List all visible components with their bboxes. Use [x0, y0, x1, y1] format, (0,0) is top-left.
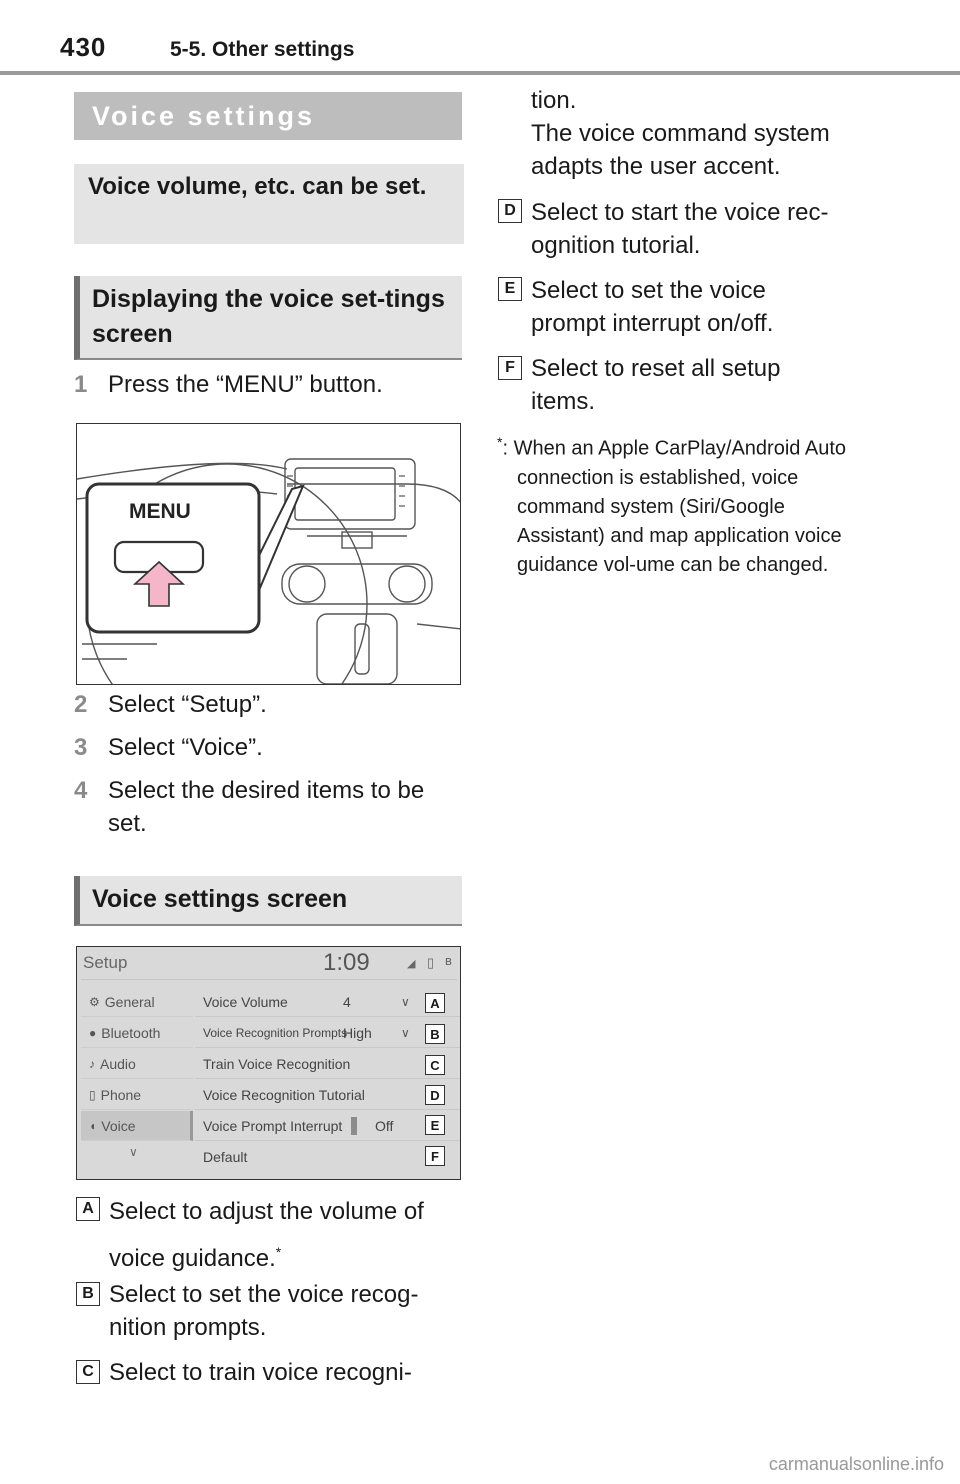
label-d: D: [498, 199, 522, 223]
bluetooth-icon: ʙ: [445, 953, 452, 968]
description-a: [109, 1192, 464, 1279]
row-voice-recognition-tutorial: [195, 1080, 461, 1110]
row-label: Voice Recognition Tutorial: [203, 1086, 365, 1103]
sidebar-item-label: General: [104, 993, 155, 1010]
row-label: Train Voice Recognition: [203, 1055, 351, 1072]
chevron-down-icon: ∨: [401, 1025, 410, 1040]
gear-icon: ⚙: [89, 994, 100, 1009]
callout-d: D: [425, 1085, 445, 1105]
step-text: Select the desired items to be set.: [108, 777, 425, 837]
row-value: Off: [375, 1117, 394, 1134]
step-number: 2: [74, 691, 88, 718]
step-number: 1: [74, 371, 88, 398]
description-c-start: Select to train voice recogni-: [109, 1359, 412, 1386]
step-3: [74, 731, 464, 764]
sidebar-item-audio: [81, 1049, 193, 1079]
row-label: Voice Volume: [203, 993, 288, 1010]
dashboard-drawing: [77, 424, 461, 685]
row-voice-volume: [195, 987, 461, 1017]
step-text: Select “Voice”.: [108, 734, 263, 761]
row-label: Default: [203, 1149, 248, 1165]
sidebar-item-phone: [81, 1080, 193, 1110]
music-note-icon: ♪: [89, 1056, 95, 1071]
callout-b: B: [425, 1024, 445, 1044]
sidebar-item-label: Voice: [101, 1117, 136, 1134]
sidebar-item-label: Phone: [100, 1086, 142, 1103]
chevron-down-icon: ∨: [401, 994, 410, 1009]
row-default: [195, 1142, 461, 1172]
sidebar-item-label: Audio: [100, 1055, 136, 1072]
sidebar-item-general: [81, 987, 193, 1017]
intro-box: [74, 164, 464, 244]
description-d: Select to start the voice rec-ognition tutorial.: [531, 199, 829, 259]
sidebar-item-voice: [81, 1111, 193, 1141]
voice-icon: ◖: [89, 1118, 97, 1133]
voice-settings-heading-text: Voice settings: [92, 100, 316, 131]
menu-button-illustration: [76, 423, 461, 685]
description-a-text: Select to adjust the volume of voice guidance.: [109, 1198, 424, 1272]
step-2: [74, 688, 464, 721]
voice-settings-heading: [74, 92, 462, 140]
step-text: Select “Setup”.: [108, 691, 267, 718]
row-voice-prompt-interrupt: [195, 1111, 461, 1141]
header-rule: [0, 71, 960, 75]
sidebar-item-label: Bluetooth: [101, 1024, 161, 1041]
callout-f: F: [425, 1146, 445, 1166]
label-f: F: [498, 356, 522, 380]
phone-icon: ▯: [89, 1087, 96, 1102]
footnote-mark: *: [275, 1244, 282, 1260]
sidebar-item-bluetooth: [81, 1018, 193, 1048]
page-number: 430: [60, 32, 107, 62]
description-c-accent: The voice command system adapts the user accent.: [531, 120, 830, 180]
screen-divider: [81, 979, 457, 980]
callout-c: C: [425, 1055, 445, 1075]
watermark: carmanualsonline.info: [768, 1454, 944, 1474]
step-4: [74, 774, 454, 840]
footnote: [497, 428, 875, 580]
label-b: B: [76, 1282, 100, 1306]
screen-time: 1:09: [323, 949, 370, 976]
chevron-down-icon: ∨: [129, 1145, 138, 1159]
footnote-asterisk: *: [497, 434, 503, 450]
bluetooth-icon: ●: [89, 1025, 97, 1040]
description-f: Select to reset all setup items.: [531, 355, 781, 415]
menu-label: MENU: [129, 500, 191, 523]
label-c: C: [76, 1360, 100, 1384]
row-label: Voice Recognition Prompts: [203, 1025, 348, 1040]
row-voice-recognition-prompts: [195, 1018, 461, 1048]
step-text: Press the “MENU” button.: [108, 371, 383, 398]
row-train-voice-recognition: [195, 1049, 461, 1079]
step-number: 3: [74, 734, 88, 761]
step-1: [74, 368, 464, 401]
displaying-subheading: [74, 276, 462, 360]
callout-e: E: [425, 1115, 445, 1135]
description-e: Select to set the voice prompt interrupt on/off.: [531, 277, 774, 337]
row-value: High: [343, 1024, 372, 1041]
screen-title: Setup: [83, 953, 128, 972]
callout-a: A: [425, 993, 445, 1013]
screen-subheading-text: Voice settings screen: [92, 885, 348, 913]
footnote-text: : When an Apple CarPlay/Android Auto connection is established, voice command system (Siri/Google Assistant) and map application voice guidance vol-ume can be changed.: [502, 437, 846, 576]
screen-subheading: [74, 876, 462, 926]
label-e: E: [498, 277, 522, 301]
voice-settings-screen-image: [76, 946, 461, 1180]
signal-icon: ◢: [407, 958, 416, 970]
displaying-subheading-text: Displaying the voice set-tings screen: [92, 285, 445, 348]
section-title: 5-5. Other settings: [170, 38, 355, 61]
description-b: Select to set the voice recog-nition prompts.: [109, 1281, 419, 1341]
intro-text: Voice volume, etc. can be set.: [88, 173, 427, 200]
label-a: A: [76, 1197, 100, 1221]
description-c-continued: tion.: [531, 87, 577, 114]
row-value: 4: [343, 993, 351, 1010]
row-label: Voice Prompt Interrupt: [203, 1117, 343, 1134]
toggle-indicator: [351, 1117, 357, 1135]
phone-icon: ▯: [427, 955, 435, 970]
step-number: 4: [74, 777, 88, 804]
